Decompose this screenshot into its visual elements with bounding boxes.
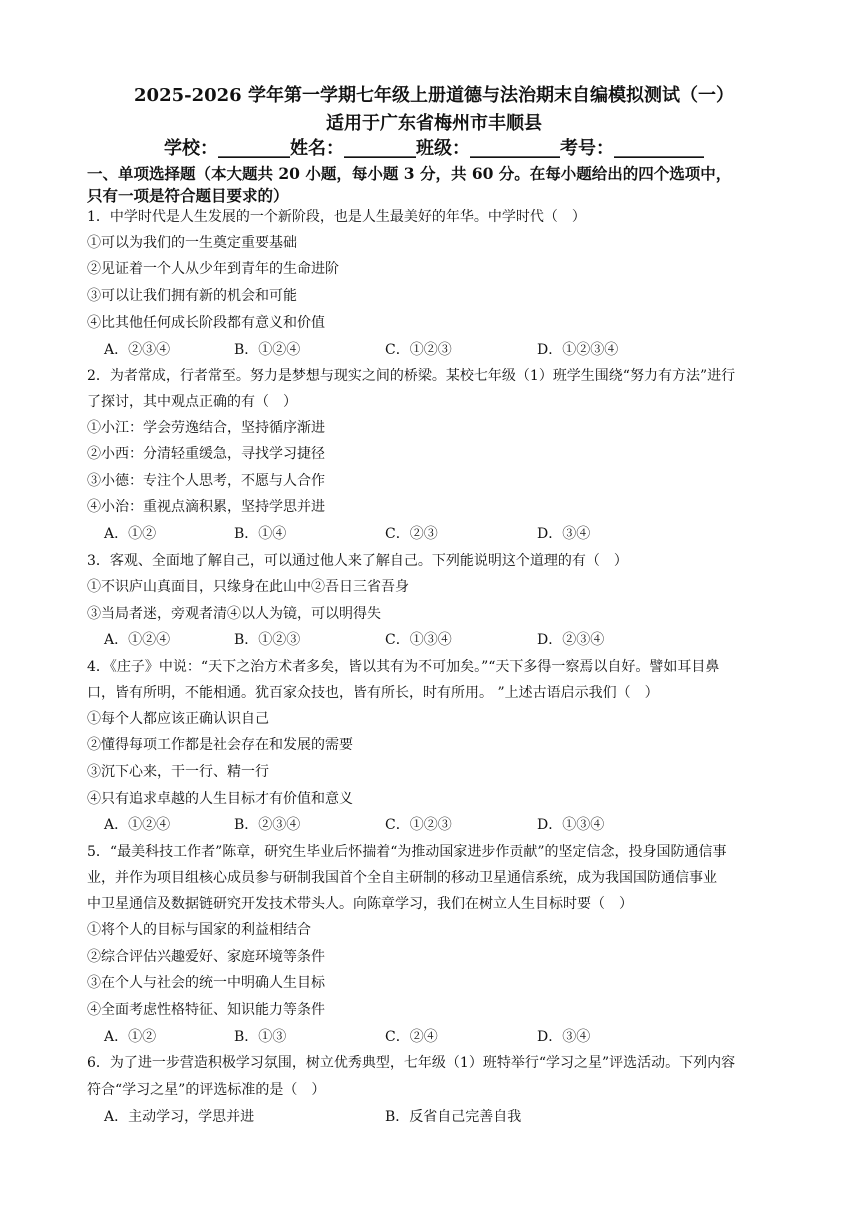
option-c[interactable]: C．①②③ [385, 342, 452, 358]
option-c[interactable]: C．①②③ [385, 817, 452, 833]
question-stem: 3．客观、全面地了解自己，可以通过他人来了解自己。下列能说明这个道理的有（ ） [87, 553, 628, 569]
option-d[interactable]: D．①②③④ [537, 342, 619, 358]
student-info-line: 学校：________姓名：________班级：__________考号：__________ [164, 138, 704, 159]
question-stem: 1．中学时代是人生发展的一个新阶段，也是人生最美好的年华。中学时代（ ） [87, 209, 586, 225]
option-a[interactable]: A．①②④ [104, 817, 171, 833]
statement-item: ①可以为我们的一生奠定重要基础 [87, 235, 297, 251]
question-stem: 4．《庄子》中说：“天下之治方术者多矣，皆以其有为不可加矣。”“天下多得一察焉以自好。譬如耳目鼻 [87, 659, 720, 675]
statement-item: ②综合评估兴趣爱好、家庭环境等条件 [87, 949, 325, 965]
question-stem-cont: 业，并作为项目组核心成员参与研制我国首个全自主研制的移动卫星通信系统，成为我国国防通信事业 [87, 870, 717, 886]
answer-options [104, 340, 764, 360]
question-stem: 2．为者常成，行者常至。努力是梦想与现实之间的桥梁。某校七年级（1）班学生围绕“努力有方法”进行 [87, 368, 736, 384]
statement-item: ③在个人与社会的统一中明确人生目标 [87, 975, 325, 991]
option-d[interactable]: D．②③④ [537, 632, 605, 648]
statement-item: ②见证着一个人从少年到青年的生命进阶 [87, 261, 339, 277]
option-a[interactable]: A．①②④ [104, 632, 171, 648]
statement-item: ①不识庐山真面目，只缘身在此山中②吾日三省吾身 [87, 579, 409, 595]
statement-item: ①小江：学会劳逸结合，坚持循序渐进 [87, 420, 325, 436]
statement-item: ①每个人都应该正确认识自己 [87, 711, 269, 727]
statement-item: ②懂得每项工作都是社会存在和发展的需要 [87, 737, 353, 753]
statement-item: ①将个人的目标与国家的利益相结合 [87, 922, 311, 938]
statement-item: ④小治：重视点滴积累，坚持学思并进 [87, 499, 325, 515]
option-d[interactable]: D．③④ [537, 1029, 591, 1045]
exam-subtitle: 适用于广东省梅州市丰顺县 [326, 113, 542, 134]
option-a[interactable]: A．②③④ [104, 342, 171, 358]
statement-item: ③可以让我们拥有新的机会和可能 [87, 288, 297, 304]
statement-item: ④全面考虑性格特征、知识能力等条件 [87, 1002, 325, 1018]
option-b[interactable]: B．①④ [234, 526, 287, 542]
question-stem-cont: 符合“学习之星”的评选标准的是（ ） [87, 1082, 326, 1098]
option-b[interactable]: B．①②④ [234, 342, 301, 358]
question-stem-cont: 了探讨，其中观点正确的有（ ） [87, 394, 297, 410]
option-a[interactable]: A．①② [104, 1029, 157, 1045]
answer-options [104, 524, 764, 544]
option-c[interactable]: C．②③ [385, 526, 438, 542]
statement-item: ④只有追求卓越的人生目标才有价值和意义 [87, 791, 353, 807]
statement-item: ③沉下心来，干一行、精一行 [87, 764, 269, 780]
option-c[interactable]: C．①③④ [385, 632, 452, 648]
option-b[interactable]: B．反省自己完善自我 [385, 1109, 522, 1125]
option-c[interactable]: C．②④ [385, 1029, 438, 1045]
statement-item: ④比其他任何成长阶段都有意义和价值 [87, 315, 325, 331]
answer-options [104, 1027, 764, 1047]
statement-item: ③小德：专注个人思考，不愿与人合作 [87, 473, 325, 489]
question-stem: 5．“最美科技工作者”陈章，研究生毕业后怀揣着“为推动国家进步作贡献”的坚定信念，投身国防通信事 [87, 844, 727, 860]
statement-item: ②小西：分清轻重缓急，寻找学习捷径 [87, 446, 325, 462]
option-a[interactable]: A．主动学习，学思并进 [104, 1109, 255, 1125]
exam-title: 2025-2026 学年第一学期七年级上册道德与法治期末自编模拟测试（一） [134, 85, 734, 106]
option-d[interactable]: D．③④ [537, 526, 591, 542]
answer-options [104, 1107, 764, 1127]
option-b[interactable]: B．①②③ [234, 632, 301, 648]
statement-item: ③当局者迷，旁观者清④以人为镜，可以明得失 [87, 606, 381, 622]
option-b[interactable]: B．②③④ [234, 817, 301, 833]
question-stem: 6．为了进一步营造积极学习氛围，树立优秀典型，七年级（1）班特举行“学习之星”评选活动。下列内容 [87, 1055, 736, 1071]
option-b[interactable]: B．①③ [234, 1029, 287, 1045]
section-heading: 一、单项选择题（本大题共 20 小题，每小题 3 分，共 60 分。在每小题给出的四个选项中， [87, 164, 732, 183]
section-heading-cont: 只有一项是符合题目要求的） [87, 186, 289, 205]
answer-options [104, 815, 764, 835]
option-a[interactable]: A．①② [104, 526, 157, 542]
option-d[interactable]: D．①③④ [537, 817, 605, 833]
question-stem-cont: 口，皆有所明，不能相通。犹百家众技也，皆有所长，时有所用。 ”上述古语启示我们（ ） [87, 685, 659, 701]
answer-options [104, 630, 764, 650]
question-stem-cont: 中卫星通信及数据链研究开发技术带头人。向陈章学习，我们在树立人生目标时要（ ） [87, 896, 633, 912]
